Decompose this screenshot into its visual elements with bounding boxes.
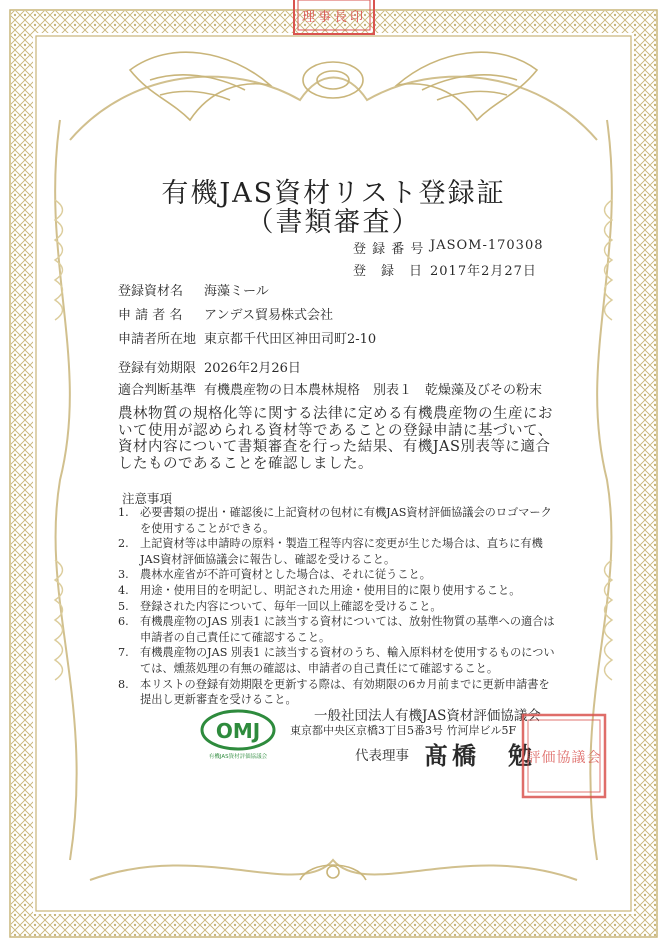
note-number: 1. xyxy=(118,506,129,519)
issuer-title: 代表理事 xyxy=(355,748,409,764)
certificate-subtitle: （書類審査） xyxy=(246,207,421,238)
note-item xyxy=(118,599,558,615)
certificate-title: 有機JAS資材リスト登録証 xyxy=(161,178,506,209)
registration-date: 2017年2月27日 xyxy=(430,264,537,279)
note-item xyxy=(118,583,558,599)
field-expiry-date xyxy=(118,357,301,376)
registration-number: JASOM-170308 xyxy=(430,238,544,253)
note-number: 5. xyxy=(118,599,129,613)
field-value: 2026年2月26日 xyxy=(204,361,301,376)
note-text: 上記資材等は申請時の原料・製造工程等内容に変更が生じた場合は、直ちに有機JAS資材評価協議会に報告し、確認を受けること。 xyxy=(140,537,543,566)
notes-list xyxy=(118,505,558,708)
field-label: 登録有効期限 xyxy=(118,361,197,376)
issuer-name: 髙橋 勉 xyxy=(424,741,536,770)
note-number: 8. xyxy=(118,677,129,691)
note-text: 用途・使用目的を明記し、明記された用途・使用目的に限り使用すること。 xyxy=(140,583,521,597)
note-number: 2. xyxy=(118,537,129,551)
note-number: 4. xyxy=(118,583,129,597)
note-text: 有機農産物のJAS 別表1 に該当する資材のうち、輸入原料材を使用するものについては、燻蒸処理の有無の確認は、申請者の自己責任にて確認すること。 xyxy=(140,646,555,675)
registration-date-label: 登 録 日 xyxy=(353,264,424,279)
note-item xyxy=(118,614,558,645)
field-conformity-standard xyxy=(118,379,542,398)
note-text: 有機農産物のJAS 別表1 に該当する資材については、放射性物質の基準への適合は申請者の自己責任にて確認すること。 xyxy=(140,615,555,644)
note-item xyxy=(118,567,558,583)
official-seal xyxy=(520,712,608,800)
field-material-name xyxy=(118,280,269,299)
issuer-organization: 一般社団法人有機JAS資材評価協議会 xyxy=(314,708,541,724)
note-item xyxy=(118,536,558,567)
note-number: 3. xyxy=(118,568,129,582)
note-text: 本リストの登録有効期限を更新する際は、有効期限の6カ月前までに更新申請書を提出し更新審査を受けること。 xyxy=(140,677,550,707)
field-label: 適合判断基準 xyxy=(118,383,197,398)
note-number: 7. xyxy=(118,646,129,660)
field-value: アンデス貿易株式会社 xyxy=(204,308,333,323)
field-value: 有機農産物の日本農林規格 別表１ 乾燥藻及びその粉末 xyxy=(204,383,543,398)
field-label: 申請者所在地 xyxy=(118,332,197,347)
note-text: 農林水産省が不許可資材とした場合は、それに従うこと。 xyxy=(140,568,431,582)
notes-title: 注意事項 xyxy=(122,491,173,506)
field-label: 登録資材名 xyxy=(118,284,184,299)
note-text: 必要書類の提出・確認後に上記資材の包材に有機JAS資材評価協議会のロゴマークを使用することができる。 xyxy=(140,506,552,535)
field-value: 東京都千代田区神田司町2-10 xyxy=(204,332,377,347)
note-number: 6. xyxy=(118,615,129,629)
note-text: 登録された内容について、毎年一回以上確認を受けること。 xyxy=(140,599,442,613)
note-item xyxy=(118,645,558,676)
field-applicant-address xyxy=(118,328,376,347)
official-seal-text: 評価協議会 xyxy=(526,750,602,766)
omj-logo-mark: OMJ xyxy=(215,719,261,743)
note-item xyxy=(118,505,558,536)
omj-logo-caption: 有機JAS資材評価協議会 xyxy=(208,754,268,760)
field-applicant-name xyxy=(118,304,333,323)
certification-statement: 農林物質の規格化等に関する法律に定める有機農産物の生産において使用が認められる資材等であることの登録申請に基づいて、資材内容について書類審査を行った結果、有機JAS別表等に適合したものであることを確認しました。 xyxy=(118,406,553,472)
omj-logo xyxy=(196,708,280,762)
field-value: 海藻ミール xyxy=(204,284,269,299)
top-seal-text: 理事長印 xyxy=(301,10,367,25)
issuer-address: 東京都中央区京橋3丁目5番3号 竹河岸ビル5F xyxy=(290,724,517,737)
field-label: 申 請 者 名 xyxy=(118,308,183,323)
top-seal xyxy=(292,0,376,36)
registration-number-label: 登 録 番 号 xyxy=(353,242,425,257)
